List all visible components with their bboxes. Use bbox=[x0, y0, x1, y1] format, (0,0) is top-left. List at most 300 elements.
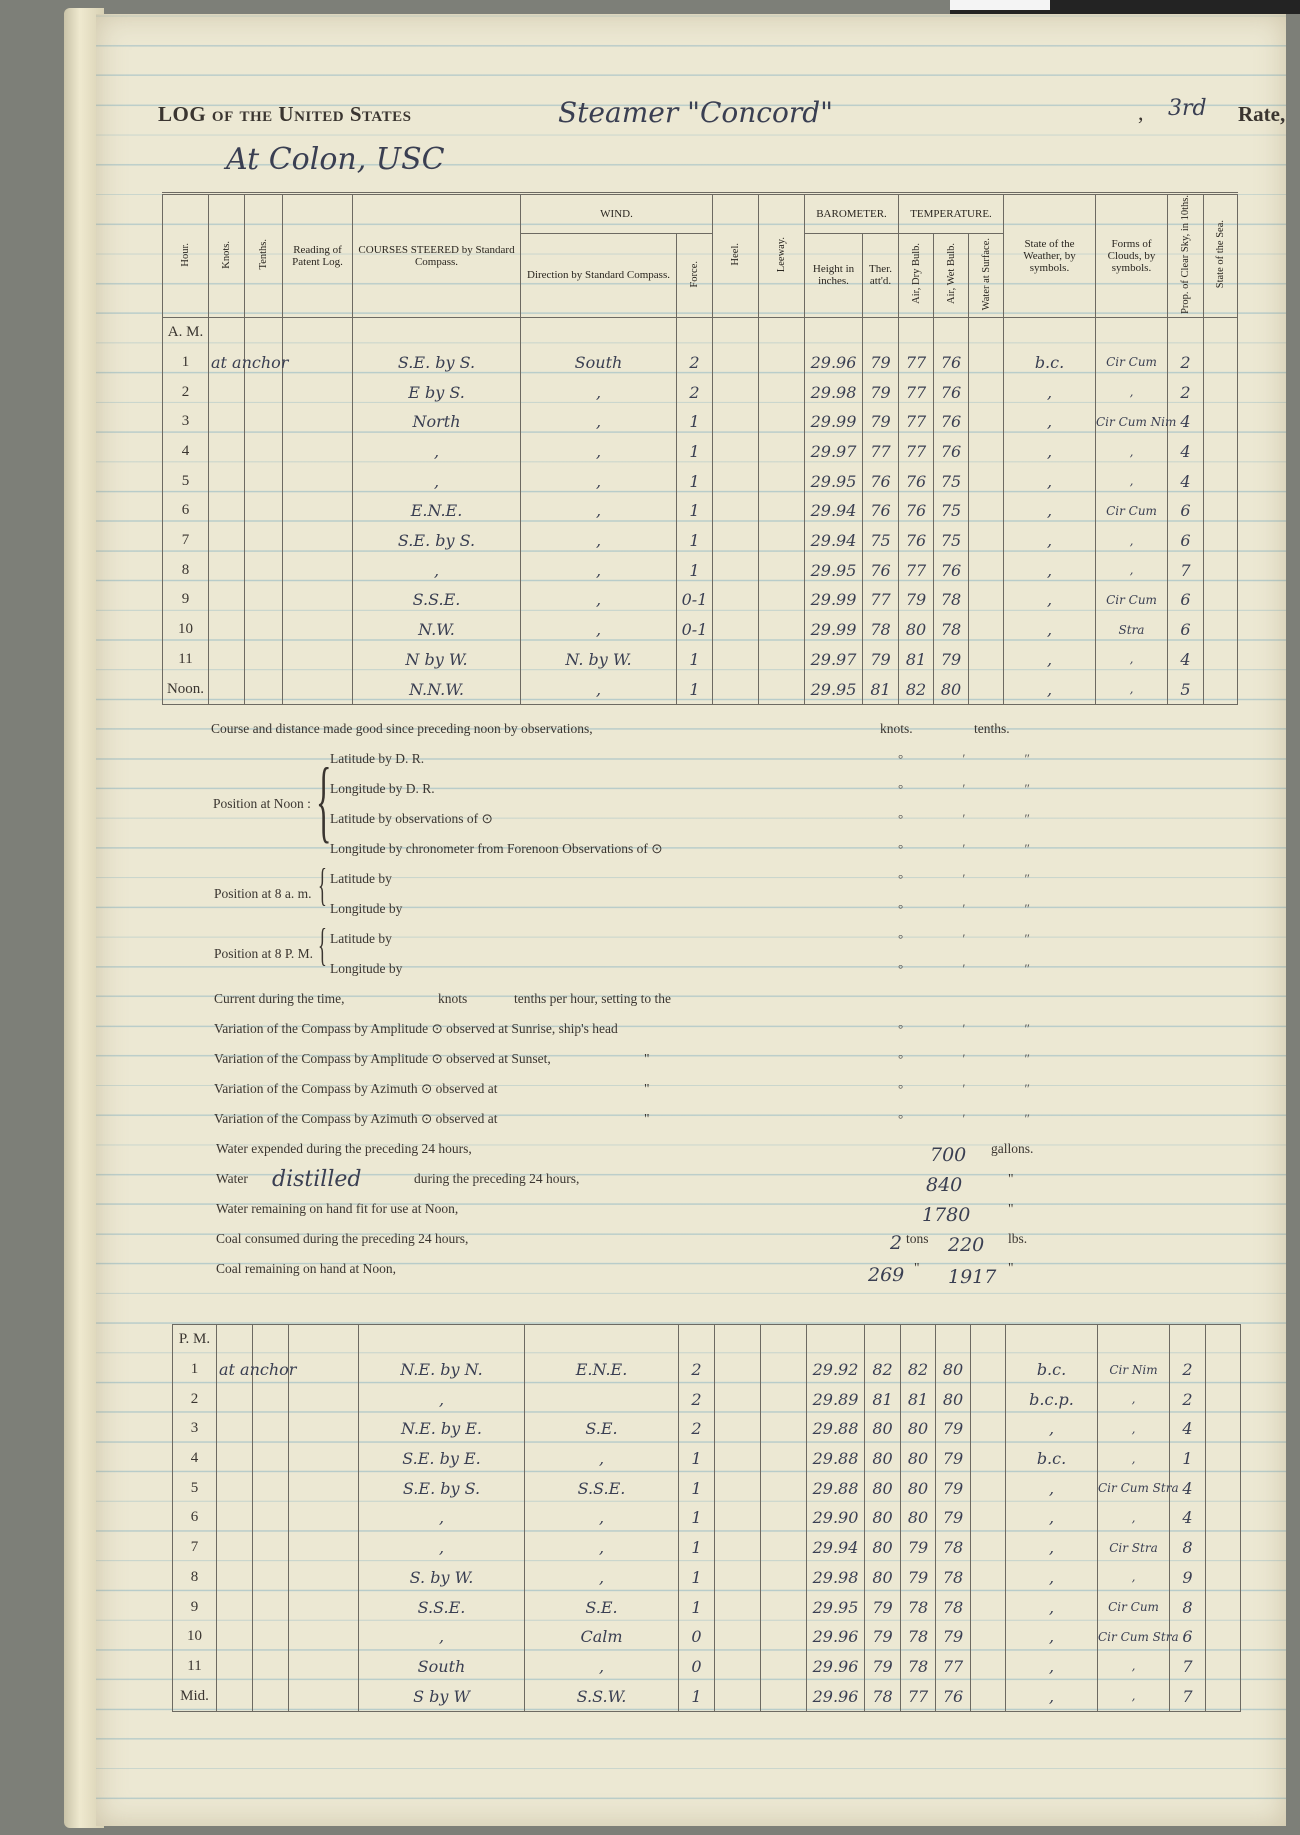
pm-cell-leeway bbox=[761, 1444, 807, 1474]
pm-cell-force: 1 bbox=[679, 1563, 715, 1593]
pm-cell-clouds: , bbox=[1098, 1563, 1170, 1593]
pm-log-row bbox=[173, 1622, 1241, 1652]
am-cell-force: 1 bbox=[677, 555, 713, 585]
pm-cell-wet: 78 bbox=[936, 1533, 971, 1563]
pm-cell-weather: , bbox=[1006, 1592, 1098, 1622]
dms-lat-8pm: ° ′ ″ bbox=[898, 931, 1058, 946]
am-cell-log bbox=[283, 555, 353, 585]
am-cell-knots bbox=[209, 555, 245, 585]
am-cell-log bbox=[283, 466, 353, 496]
pm-cell-heel bbox=[715, 1444, 761, 1474]
pm-cell-tenths bbox=[253, 1622, 289, 1652]
am-cell-log bbox=[283, 348, 353, 378]
pm-cell-force: 1 bbox=[679, 1592, 715, 1622]
am-cell-course: E.N.E. bbox=[353, 496, 521, 526]
pm-cell-leeway bbox=[761, 1414, 807, 1444]
col-wind-direction: Direction by Standard Compass. bbox=[521, 233, 677, 317]
am-cell-weather: , bbox=[1004, 615, 1096, 645]
dms-lat-obs: ° ′ ″ bbox=[898, 811, 1058, 826]
am-cell-clear: 7 bbox=[1168, 555, 1204, 585]
pm-cell-heel bbox=[715, 1355, 761, 1385]
am-cell-force: 2 bbox=[677, 348, 713, 378]
current-label: Current during the time, bbox=[214, 991, 345, 1006]
am-cell-bar: 29.99 bbox=[805, 407, 863, 437]
pm-cell-bar: 29.96 bbox=[807, 1622, 865, 1652]
dms-lon-chron: ° ′ ″ bbox=[898, 841, 1058, 856]
pm-cell-leeway bbox=[761, 1384, 807, 1414]
am-cell-bar: 29.97 bbox=[805, 437, 863, 467]
pm-cell-att: 78 bbox=[865, 1681, 901, 1711]
ditto-gallons-1: " bbox=[1008, 1171, 1014, 1186]
am-cell-knots bbox=[209, 466, 245, 496]
dms-var-sunrise: ° ′ ″ bbox=[898, 1021, 1058, 1036]
am-cell-heel bbox=[713, 348, 759, 378]
pm-cell-course: , bbox=[359, 1622, 525, 1652]
lat-8pm-label: Latitude by bbox=[330, 931, 392, 946]
am-cell-hour: 8 bbox=[163, 555, 209, 585]
current-knots-label: knots bbox=[438, 991, 468, 1006]
position-8am-label: Position at 8 a. m. bbox=[214, 886, 312, 901]
pm-cell-clouds: , bbox=[1098, 1681, 1170, 1711]
location: At Colon, USC bbox=[226, 142, 445, 177]
pm-cell-weather: b.c. bbox=[1006, 1444, 1098, 1474]
water-remaining-label: Water remaining on hand fit for use at Noon, bbox=[216, 1201, 459, 1216]
am-cell-clear: 6 bbox=[1168, 496, 1204, 526]
col-patent-log: Reading of Patent Log. bbox=[283, 194, 353, 318]
pm-cell-sea bbox=[1206, 1384, 1241, 1414]
col-sea: State of the Sea. bbox=[1204, 194, 1238, 318]
pm-cell-clouds: , bbox=[1098, 1414, 1170, 1444]
am-cell-sea bbox=[1204, 466, 1238, 496]
pm-cell-clear: 4 bbox=[1170, 1473, 1206, 1503]
am-cell-course: , bbox=[353, 555, 521, 585]
am-log-table bbox=[162, 192, 1238, 705]
am-cell-clear: 2 bbox=[1168, 348, 1204, 378]
pm-cell-sea bbox=[1206, 1444, 1241, 1474]
coal-consumed-tons: 2 bbox=[890, 1232, 903, 1254]
water-expended-value: 700 bbox=[930, 1144, 967, 1166]
pm-cell-weather: , bbox=[1006, 1681, 1098, 1711]
am-cell-weather: , bbox=[1004, 555, 1096, 585]
pm-cell-leeway bbox=[761, 1355, 807, 1385]
pm-cell-knots bbox=[217, 1384, 253, 1414]
am-cell-tenths bbox=[245, 377, 283, 407]
am-cell-clouds: , bbox=[1096, 644, 1168, 674]
am-cell-dry: 76 bbox=[899, 526, 934, 556]
am-cell-wind: , bbox=[521, 377, 677, 407]
pm-cell-wind: S.S.E. bbox=[525, 1473, 679, 1503]
am-cell-wind: , bbox=[521, 437, 677, 467]
am-cell-hour: 9 bbox=[163, 585, 209, 615]
pm-cell-weather: , bbox=[1006, 1533, 1098, 1563]
am-cell-heel bbox=[713, 466, 759, 496]
am-cell-log bbox=[283, 644, 353, 674]
am-cell-bar: 29.95 bbox=[805, 466, 863, 496]
pm-cell-att: 80 bbox=[865, 1563, 901, 1593]
pm-cell-clouds: , bbox=[1098, 1503, 1170, 1533]
am-cell-hour: 7 bbox=[163, 526, 209, 556]
am-cell-clouds: Cir Cum bbox=[1096, 585, 1168, 615]
am-label: A. M. bbox=[163, 317, 209, 347]
pm-cell-heel bbox=[715, 1652, 761, 1682]
pm-cell-dry: 78 bbox=[901, 1652, 936, 1682]
lon-chron-label: Longitude by chronometer from Forenoon Observations of ⊙ bbox=[330, 841, 663, 856]
pm-cell-water bbox=[971, 1622, 1006, 1652]
pm-cell-wet: 79 bbox=[936, 1444, 971, 1474]
am-cell-wind: , bbox=[521, 555, 677, 585]
pm-cell-clear: 1 bbox=[1170, 1444, 1206, 1474]
pm-cell-weather: , bbox=[1006, 1414, 1098, 1444]
am-cell-water bbox=[969, 555, 1004, 585]
pm-cell-course: N.E. by E. bbox=[359, 1414, 525, 1444]
pm-log-row bbox=[173, 1533, 1241, 1563]
title-row bbox=[158, 96, 1286, 136]
am-cell-clouds: , bbox=[1096, 526, 1168, 556]
am-cell-clouds: Stra bbox=[1096, 615, 1168, 645]
pm-cell-knots bbox=[217, 1473, 253, 1503]
am-cell-clouds: , bbox=[1096, 466, 1168, 496]
pm-log-row bbox=[173, 1473, 1241, 1503]
pm-log-row bbox=[173, 1503, 1241, 1533]
knots-label: knots. bbox=[880, 721, 913, 736]
am-cell-course: North bbox=[353, 407, 521, 437]
pm-cell-force: 0 bbox=[679, 1622, 715, 1652]
am-cell-dry: 81 bbox=[899, 644, 934, 674]
pm-cell-course: , bbox=[359, 1384, 525, 1414]
var-az1-label: Variation of the Compass by Azimuth ⊙ observed at bbox=[214, 1081, 498, 1096]
pm-cell-heel bbox=[715, 1533, 761, 1563]
pm-cell-sea bbox=[1206, 1473, 1241, 1503]
pm-cell-clouds: Cir Cum Stra bbox=[1098, 1473, 1170, 1503]
pm-cell-bar: 29.96 bbox=[807, 1652, 865, 1682]
am-cell-bar: 29.94 bbox=[805, 496, 863, 526]
am-cell-att: 79 bbox=[863, 348, 899, 378]
pm-cell-wind bbox=[525, 1384, 679, 1414]
am-cell-hour: 11 bbox=[163, 644, 209, 674]
am-cell-sea bbox=[1204, 496, 1238, 526]
pm-cell-dry: 82 bbox=[901, 1355, 936, 1385]
am-cell-wet: 76 bbox=[934, 555, 969, 585]
var-az2-label: Variation of the Compass by Azimuth ⊙ observed at bbox=[214, 1111, 498, 1126]
pm-cell-weather: , bbox=[1006, 1563, 1098, 1593]
8am-brace: { bbox=[318, 859, 327, 910]
am-cell-tenths bbox=[245, 496, 283, 526]
var-sunset-label: Variation of the Compass by Amplitude ⊙ observed at Sunset, bbox=[214, 1051, 551, 1066]
pm-cell-log bbox=[289, 1384, 359, 1414]
am-cell-clear: 4 bbox=[1168, 466, 1204, 496]
water-distilled-value: 840 bbox=[926, 1174, 963, 1196]
pm-cell-hour: 3 bbox=[173, 1414, 217, 1444]
var-sunrise-label: Variation of the Compass by Amplitude ⊙ observed at Sunrise, ship's head bbox=[214, 1021, 618, 1036]
pm-cell-wind: , bbox=[525, 1533, 679, 1563]
pm-cell-tenths bbox=[253, 1563, 289, 1593]
am-cell-wet: 78 bbox=[934, 585, 969, 615]
pm-cell-hour: 4 bbox=[173, 1444, 217, 1474]
pm-cell-tenths bbox=[253, 1592, 289, 1622]
water-expended-label: Water expended during the preceding 24 hours, bbox=[216, 1141, 472, 1156]
pm-cell-clear: 4 bbox=[1170, 1503, 1206, 1533]
pm-cell-clear: 8 bbox=[1170, 1592, 1206, 1622]
pm-cell-heel bbox=[715, 1681, 761, 1711]
coal-remaining-lbs: 1917 bbox=[948, 1266, 997, 1288]
am-cell-force: 1 bbox=[677, 644, 713, 674]
pm-cell-clouds: Cir Cum bbox=[1098, 1592, 1170, 1622]
lon-dr-label: Longitude by D. R. bbox=[330, 781, 435, 796]
pm-cell-att: 81 bbox=[865, 1384, 901, 1414]
pm-cell-dry: 80 bbox=[901, 1503, 936, 1533]
pm-cell-log bbox=[289, 1473, 359, 1503]
am-cell-clouds: , bbox=[1096, 674, 1168, 704]
am-log-row bbox=[163, 496, 1238, 526]
pm-cell-att: 82 bbox=[865, 1355, 901, 1385]
pm-cell-course: , bbox=[359, 1503, 525, 1533]
pm-cell-wind: E.N.E. bbox=[525, 1355, 679, 1385]
pm-cell-force: 2 bbox=[679, 1355, 715, 1385]
col-wind-force: Force. bbox=[677, 233, 713, 317]
am-cell-wind: , bbox=[521, 585, 677, 615]
pm-cell-wind: , bbox=[525, 1652, 679, 1682]
am-cell-clear: 6 bbox=[1168, 526, 1204, 556]
pm-log-row bbox=[173, 1414, 1241, 1444]
pm-cell-wet: 79 bbox=[936, 1414, 971, 1444]
col-clouds: Forms of Clouds, by symbols. bbox=[1096, 194, 1168, 318]
am-cell-hour: 2 bbox=[163, 377, 209, 407]
am-cell-log bbox=[283, 526, 353, 556]
pm-cell-wet: 79 bbox=[936, 1622, 971, 1652]
pm-cell-knots bbox=[217, 1622, 253, 1652]
col-clear-sky: Prop. of Clear Sky, in 10ths. bbox=[1168, 194, 1204, 318]
water-distilled-word: distilled bbox=[272, 1167, 362, 1192]
pm-cell-clouds: Cir Stra bbox=[1098, 1533, 1170, 1563]
col-heel: Heel. bbox=[713, 194, 759, 318]
am-cell-clear: 4 bbox=[1168, 644, 1204, 674]
col-ther-attd: Ther. att'd. bbox=[863, 233, 899, 317]
pm-cell-clear: 9 bbox=[1170, 1563, 1206, 1593]
pm-cell-hour: 5 bbox=[173, 1473, 217, 1503]
am-cell-water bbox=[969, 466, 1004, 496]
am-cell-force: 2 bbox=[677, 377, 713, 407]
pm-cell-log bbox=[289, 1414, 359, 1444]
am-cell-dry: 77 bbox=[899, 437, 934, 467]
am-cell-clear: 6 bbox=[1168, 615, 1204, 645]
col-temperature: TEMPERATURE. bbox=[899, 194, 1004, 234]
am-cell-log bbox=[283, 496, 353, 526]
pm-cell-att: 79 bbox=[865, 1592, 901, 1622]
pm-cell-knots bbox=[217, 1681, 253, 1711]
pm-cell-sea bbox=[1206, 1563, 1241, 1593]
course-distance-label: Course and distance made good since preceding noon by observations, bbox=[211, 721, 593, 736]
pm-log-row bbox=[173, 1592, 1241, 1622]
gallons-label: gallons. bbox=[991, 1141, 1034, 1156]
pm-cell-leeway bbox=[761, 1681, 807, 1711]
pm-cell-clouds: , bbox=[1098, 1444, 1170, 1474]
am-cell-log bbox=[283, 437, 353, 467]
pm-cell-clouds: , bbox=[1098, 1652, 1170, 1682]
pm-cell-log bbox=[289, 1592, 359, 1622]
am-cell-log bbox=[283, 585, 353, 615]
am-cell-hour: 3 bbox=[163, 407, 209, 437]
ditto-2: " bbox=[644, 1081, 650, 1096]
am-cell-tenths bbox=[245, 437, 283, 467]
am-cell-knots bbox=[209, 674, 245, 704]
am-cell-leeway bbox=[759, 674, 805, 704]
pm-cell-course: South bbox=[359, 1652, 525, 1682]
pm-cell-wet: 80 bbox=[936, 1355, 971, 1385]
am-cell-log bbox=[283, 407, 353, 437]
am-cell-wet: 75 bbox=[934, 496, 969, 526]
pm-cell-wind: S.E. bbox=[525, 1414, 679, 1444]
am-cell-wet: 80 bbox=[934, 674, 969, 704]
am-cell-att: 77 bbox=[863, 437, 899, 467]
pm-cell-force: 1 bbox=[679, 1533, 715, 1563]
coal-remaining-label: Coal remaining on hand at Noon, bbox=[216, 1261, 396, 1276]
am-log-row bbox=[163, 585, 1238, 615]
pm-cell-force: 1 bbox=[679, 1681, 715, 1711]
pm-cell-wet: 79 bbox=[936, 1503, 971, 1533]
am-cell-clouds: , bbox=[1096, 555, 1168, 585]
pm-cell-clear: 2 bbox=[1170, 1355, 1206, 1385]
pm-cell-wind: , bbox=[525, 1503, 679, 1533]
am-cell-dry: 76 bbox=[899, 496, 934, 526]
pm-cell-log bbox=[289, 1622, 359, 1652]
am-cell-sea bbox=[1204, 674, 1238, 704]
pm-cell-heel bbox=[715, 1622, 761, 1652]
pm-cell-water bbox=[971, 1414, 1006, 1444]
pm-log-row bbox=[173, 1355, 1241, 1385]
pm-cell-dry: 79 bbox=[901, 1533, 936, 1563]
am-cell-course: N by W. bbox=[353, 644, 521, 674]
pm-cell-dry: 78 bbox=[901, 1622, 936, 1652]
am-cell-water bbox=[969, 377, 1004, 407]
am-cell-force: 1 bbox=[677, 407, 713, 437]
col-wind: WIND. bbox=[521, 194, 713, 234]
pm-cell-dry: 78 bbox=[901, 1592, 936, 1622]
pm-cell-heel bbox=[715, 1384, 761, 1414]
am-cell-att: 75 bbox=[863, 526, 899, 556]
am-cell-wind: , bbox=[521, 466, 677, 496]
pm-cell-heel bbox=[715, 1473, 761, 1503]
coal-remaining-tons: 269 bbox=[868, 1264, 905, 1286]
am-cell-knots bbox=[209, 644, 245, 674]
am-cell-hour: Noon. bbox=[163, 674, 209, 704]
am-cell-course: S.E. by S. bbox=[353, 348, 521, 378]
pm-cell-clouds: Cir Nim bbox=[1098, 1355, 1170, 1385]
pm-log-table bbox=[172, 1324, 1241, 1712]
am-cell-sea bbox=[1204, 526, 1238, 556]
pm-cell-tenths bbox=[253, 1473, 289, 1503]
am-cell-force: 1 bbox=[677, 496, 713, 526]
am-cell-course: E by S. bbox=[353, 377, 521, 407]
pm-cell-force: 0 bbox=[679, 1652, 715, 1682]
pm-cell-tenths bbox=[253, 1414, 289, 1444]
am-log-row bbox=[163, 466, 1238, 496]
pm-cell-course: N.E. by N. bbox=[359, 1355, 525, 1385]
am-cell-clouds: Cir Cum bbox=[1096, 496, 1168, 526]
pm-cell-wind: , bbox=[525, 1563, 679, 1593]
am-cell-hour: 10 bbox=[163, 615, 209, 645]
am-cell-leeway bbox=[759, 377, 805, 407]
am-cell-weather: , bbox=[1004, 466, 1096, 496]
am-log-row bbox=[163, 615, 1238, 645]
pm-cell-wet: 80 bbox=[936, 1384, 971, 1414]
pm-cell-leeway bbox=[761, 1622, 807, 1652]
pm-cell-log bbox=[289, 1444, 359, 1474]
pm-cell-bar: 29.88 bbox=[807, 1444, 865, 1474]
pm-cell-water bbox=[971, 1681, 1006, 1711]
am-cell-leeway bbox=[759, 407, 805, 437]
pm-log-row bbox=[173, 1681, 1241, 1711]
am-cell-bar: 29.95 bbox=[805, 555, 863, 585]
lon-8pm-label: Longitude by bbox=[330, 961, 403, 976]
am-cell-hour: 5 bbox=[163, 466, 209, 496]
pm-cell-heel bbox=[715, 1503, 761, 1533]
pm-cell-att: 80 bbox=[865, 1533, 901, 1563]
pm-cell-dry: 80 bbox=[901, 1414, 936, 1444]
am-cell-dry: 77 bbox=[899, 407, 934, 437]
am-cell-tenths bbox=[245, 555, 283, 585]
pm-cell-wet: 78 bbox=[936, 1563, 971, 1593]
pm-cell-tenths bbox=[253, 1533, 289, 1563]
am-cell-wet: 79 bbox=[934, 644, 969, 674]
pm-cell-hour: 10 bbox=[173, 1622, 217, 1652]
pm-cell-bar: 29.98 bbox=[807, 1563, 865, 1593]
am-log-row bbox=[163, 407, 1238, 437]
pm-cell-tenths bbox=[253, 1681, 289, 1711]
col-air-dry: Air, Dry Bulb. bbox=[899, 233, 934, 317]
col-water-surface: Water at Surface. bbox=[969, 233, 1004, 317]
tons-label: tons bbox=[906, 1231, 929, 1246]
lbs-label: lbs. bbox=[1008, 1231, 1028, 1246]
am-cell-leeway bbox=[759, 348, 805, 378]
am-cell-clouds: Cir Cum Nim bbox=[1096, 407, 1168, 437]
dms-lat-dr: ° ′ ″ bbox=[898, 751, 1058, 766]
pm-cell-att: 80 bbox=[865, 1444, 901, 1474]
pm-cell-knots bbox=[217, 1563, 253, 1593]
pm-cell-leeway bbox=[761, 1563, 807, 1593]
am-cell-wet: 75 bbox=[934, 466, 969, 496]
col-leeway: Leeway. bbox=[759, 194, 805, 318]
am-cell-knots bbox=[209, 615, 245, 645]
pm-cell-course: S by W bbox=[359, 1681, 525, 1711]
am-cell-bar: 29.98 bbox=[805, 377, 863, 407]
am-cell-water bbox=[969, 526, 1004, 556]
pm-cell-heel bbox=[715, 1592, 761, 1622]
am-log-row bbox=[163, 555, 1238, 585]
am-cell-course: N.N.W. bbox=[353, 674, 521, 704]
rate-separator: , bbox=[1138, 100, 1144, 125]
am-cell-clear: 4 bbox=[1168, 407, 1204, 437]
am-cell-att: 79 bbox=[863, 407, 899, 437]
am-cell-weather: , bbox=[1004, 674, 1096, 704]
am-cell-wet: 76 bbox=[934, 348, 969, 378]
tenths-label: tenths. bbox=[974, 721, 1010, 736]
pm-cell-bar: 29.92 bbox=[807, 1355, 865, 1385]
coal-consumed-label: Coal consumed during the preceding 24 hours, bbox=[216, 1231, 469, 1246]
pm-cell-knots bbox=[217, 1592, 253, 1622]
pm-cell-dry: 80 bbox=[901, 1473, 936, 1503]
rate-value: 3rd bbox=[1168, 96, 1207, 121]
am-cell-water bbox=[969, 496, 1004, 526]
am-cell-course: S.S.E. bbox=[353, 585, 521, 615]
pm-cell-bar: 29.96 bbox=[807, 1681, 865, 1711]
pm-cell-sea bbox=[1206, 1622, 1241, 1652]
pm-cell-hour: 8 bbox=[173, 1563, 217, 1593]
pm-cell-sea bbox=[1206, 1652, 1241, 1682]
pm-cell-wet: 76 bbox=[936, 1681, 971, 1711]
am-cell-leeway bbox=[759, 644, 805, 674]
am-cell-water bbox=[969, 615, 1004, 645]
am-cell-dry: 79 bbox=[899, 585, 934, 615]
